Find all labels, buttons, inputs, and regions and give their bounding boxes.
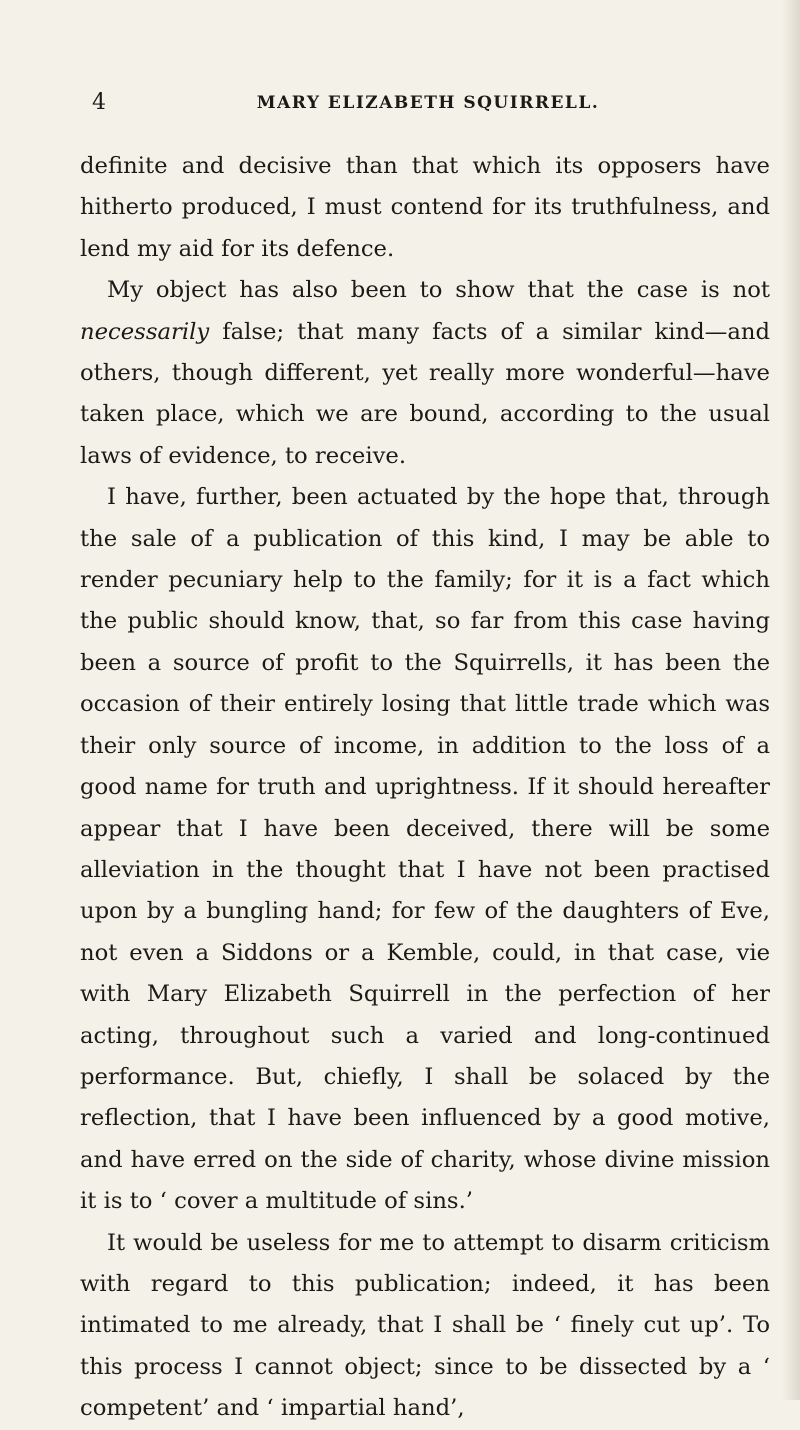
body-text xyxy=(80,146,770,1430)
text-segment: My object has also been to show that the case is not xyxy=(107,277,770,304)
paragraph-2 xyxy=(80,270,770,477)
page-edge-shadow xyxy=(782,0,800,1400)
page-number: 4 xyxy=(92,90,106,115)
running-title: MARY ELIZABETH SQUIRRELL. xyxy=(256,93,600,113)
text-segment: false; that many facts of a similar kind—and others, though different, yet really more wonderful—have taken place, which we are bound, according to the usual laws of evidence, to receive. xyxy=(80,318,770,469)
text-segment: It would be useless for me to attempt to disarm criticism with regard to this publication; indeed, it has been intimated to me already, that I shall be ‘ finely cut up’. To this process I cannot object; since to be dissected by a ‘ competent’ and ‘ impartial hand’, xyxy=(80,1229,770,1422)
running-head xyxy=(92,88,764,118)
text-segment: I have, further, been actuated by the hope that, through the sale of a publication of this kind, I may be able to render pecuniary help to the family; for it is a fact which the public should know, that, so far from this case having been a source of profit to the Squirrells, it has been the occasion of their entirely losing that little trade which was their only source of income, in addition to the loss of a good name for truth and uprightness. If it should hereafter appear that I have been deceived, there will be some alleviation in the thought that I have not been practised upon by a bungling hand; for few of the daughters of Eve, not even a Siddons or a Kemble, could, in that case, vie with Mary Elizabeth Squirrell in the perfection of her acting, throughout such a varied and long-continued performance. But, chiefly, I shall be solaced by the reflection, that I have been influenced by a good motive, and have erred on the side of charity, whose divine mission it is to ‘ cover a multitude of sins.’ xyxy=(80,484,770,1215)
emphasis-necessarily: necessarily xyxy=(80,318,210,345)
paragraph-3 xyxy=(80,477,770,1222)
text-segment: definite and decisive than that which its opposers have hitherto produced, I must contend for its truthfulness, and lend my aid for its defence. xyxy=(80,153,770,262)
paragraph-1 xyxy=(80,146,770,270)
paragraph-4 xyxy=(80,1223,770,1430)
